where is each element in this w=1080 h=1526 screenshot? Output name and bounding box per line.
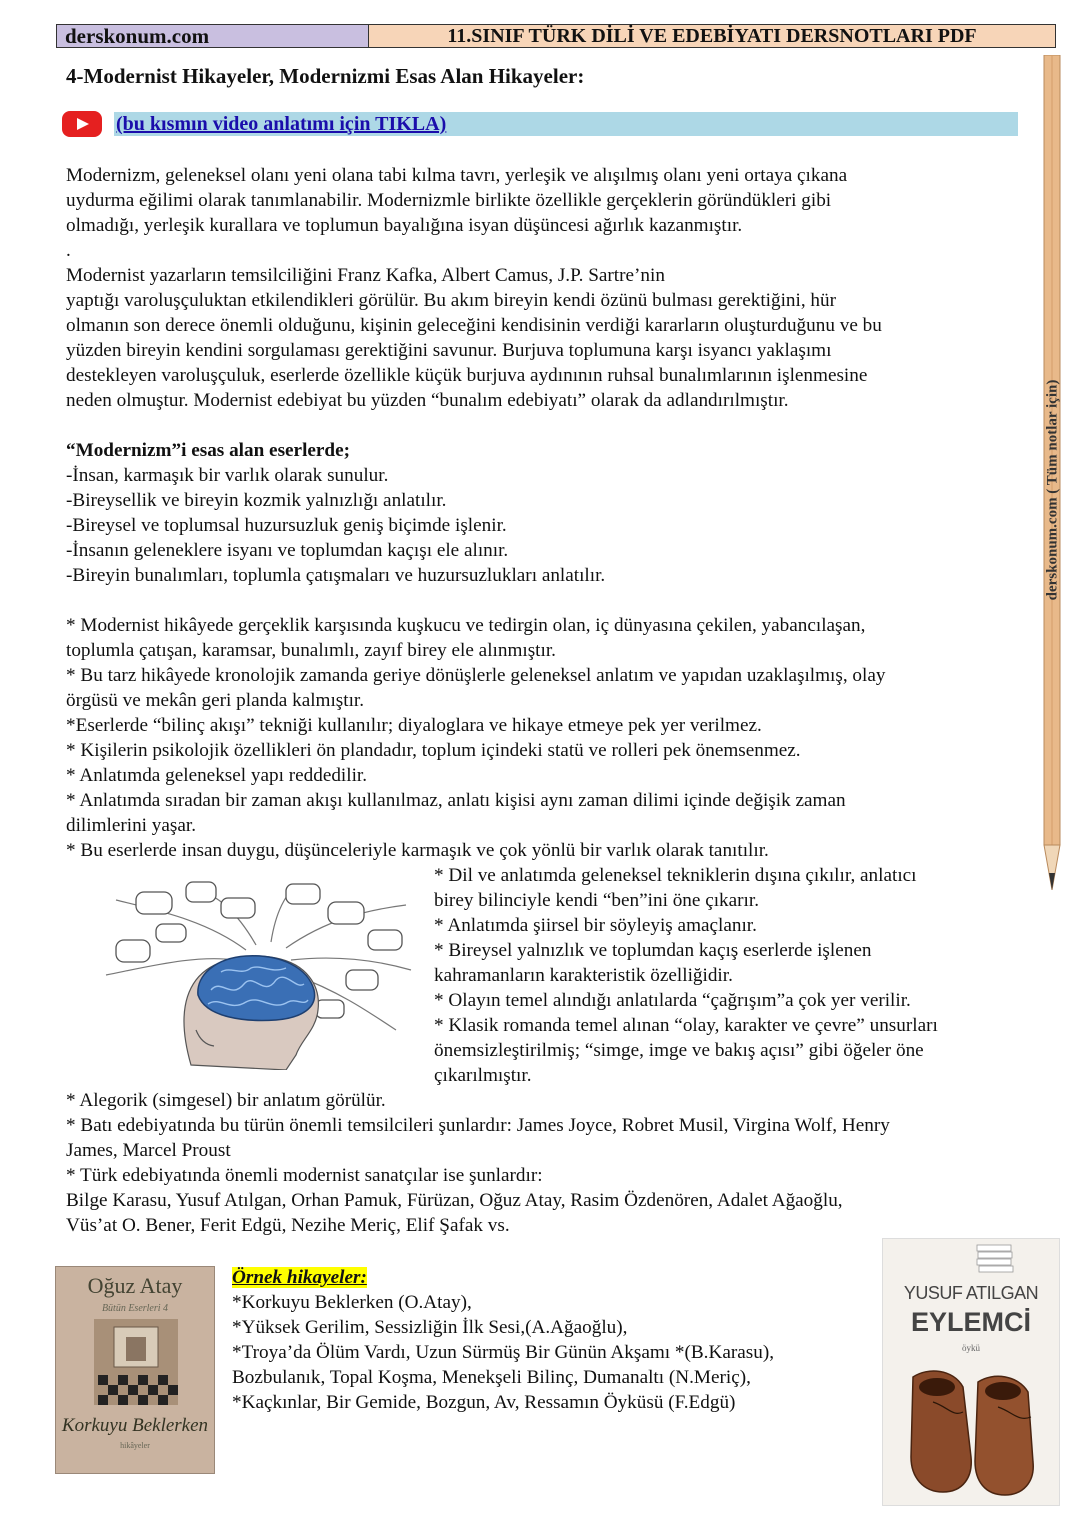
example-item: *Korkuyu Beklerken (O.Atay), — [232, 1292, 472, 1313]
example-item: *Kaçkınlar, Bir Gemide, Bozgun, Av, Ressamın Öyküsü (F.Edgü) — [232, 1392, 736, 1413]
list-item: örgüsü ve mekân geri planda kalmıştır. — [66, 690, 365, 711]
list-item: *Eserlerde “bilinç akışı” tekniği kullanılır; diyaloglara ve hikaye etmeye pek yer verilmez. — [66, 715, 762, 736]
list-item: * Bu tarz hikâyede kronolojik zamanda geriye dönüşlerle geleneksel anlatım ve yapıdan uzaklaşılmış, olay — [66, 665, 886, 686]
features-list — [66, 438, 986, 588]
site-name[interactable]: derskonum.com — [57, 25, 369, 47]
text-line: Modernizm, geleneksel olanı yeni olana tabi kılma tavrı, yerleşik ve alışılmış olanı yeni ortaya çıkana — [66, 165, 848, 186]
list-item: * Kişilerin psikolojik özellikleri ön plandadır, toplum içindeki statü ve rolleri pek önemsenmez. — [66, 740, 801, 761]
list-item: -İnsan, karmaşık bir varlık olarak sunulur. — [66, 465, 389, 486]
book-cover-eylemci — [882, 1238, 1060, 1506]
list-item: önemsizleştirilmiş; “simge, imge ve bakış açısı” gibi öğeler öne — [434, 1040, 924, 1061]
book-title: EYLEMCİ — [910, 1307, 1031, 1337]
list-item: * Türk edebiyatında önemli modernist sanatçılar ise şunlardır: — [66, 1165, 543, 1186]
list-item: -Bireysellik ve bireyin kozmik yalnızlığı anlatılır. — [66, 490, 447, 511]
text-line: Modernist yazarların temsilciliğini Franz Kafka, Albert Camus, J.P. Sartre’nin — [66, 265, 665, 286]
youtube-play-icon[interactable] — [62, 111, 102, 137]
book-stack-icon — [975, 1243, 1015, 1277]
list-item: * Anlatımda sıradan bir zaman akışı kullanılmaz, anlatı kişisi aynı zaman dilimi içinde değişik zaman — [66, 790, 846, 811]
list-item: -Bireysel ve toplumsal huzursuzluk geniş biçimde işlenir. — [66, 515, 507, 536]
book-cover-korkuyu-beklerken — [55, 1266, 215, 1474]
existentialism-paragraph — [66, 263, 1006, 413]
list-item: * Modernist hikâyede gerçeklik karşısında kuşkucu ve tedirgin olan, iç dünyasına çekilen, yabancılaşan, — [66, 615, 866, 636]
list-item: Bilge Karasu, Yusuf Atılgan, Orhan Pamuk, Fürüzan, Oğuz Atay, Rasim Özdenören, Adalet Ağaoğlu, — [66, 1190, 843, 1211]
text-line: olmadığı, yerleşik kurallara ve toplumun bayalığına isyan düşüncesi ağırlık kazanmıştır. — [66, 215, 743, 236]
list-item: -Bireyin bunalımları, toplumla çatışmaları ve huzursuzlukları anlatılır. — [66, 565, 606, 586]
examples-heading: Örnek hikayeler: — [232, 1267, 367, 1288]
text-line: olmanın son derece önemli olduğunu, kişinin geleceğini kendisinin verdiği kararların oluşturduğunu ve bu — [66, 315, 882, 336]
brain-illustration — [96, 880, 416, 1070]
list-item: * Batı edebiyatında bu türün önemli temsilcileri şunlardır: James Joyce, Robret Musil, Virgina Wolf, Henry — [66, 1115, 890, 1136]
list-item: -İnsanın geleneklere isyanı ve toplumdan kaçışı ele alınır. — [66, 540, 509, 561]
text-line: destekleyen varoluşçuluk, eserlerde özellikle küçük burjuva aydınının ruhsal bunalımlarının işlenmesine — [66, 365, 868, 386]
characteristics-list — [66, 613, 1016, 863]
book-series: Bütün Eserleri 4 — [101, 1303, 169, 1314]
representatives-list — [66, 1088, 1026, 1238]
side-watermark — [1040, 340, 1066, 640]
video-row — [58, 110, 1018, 138]
example-stories — [232, 1265, 872, 1415]
example-item: *Yüksek Gerilim, Sessizliğin İlk Sesi,(A.Ağaoğlu), — [232, 1317, 628, 1338]
section-title: 4-Modernist Hikayeler, Modernizmi Esas Alan Hikayeler: — [66, 64, 585, 88]
list-item: * Anlatımda geleneksel yapı reddedilir. — [66, 765, 368, 786]
intro-paragraph — [66, 163, 986, 263]
list-item: * Anlatımda şiirsel bir söyleyiş amaçlanır. — [434, 915, 757, 936]
list-item: toplumla çatışan, karamsar, bunalımlı, zayıf birey ele alınmıştır. — [66, 640, 556, 661]
list-item: * Klasik romanda temel alınan “olay, karakter ve çevre” unsurları — [434, 1015, 938, 1036]
side-label: derskonum.com ( Tüm notlar için) — [1044, 379, 1061, 601]
characteristics-list-continued — [434, 863, 1024, 1088]
book-genre: öykü — [962, 1343, 980, 1353]
list-item: * Dil ve anlatımda geleneksel tekniklerin dışına çıkılır, anlatıcı — [434, 865, 917, 886]
features-heading: “Modernizm”i esas alan eserlerde; — [66, 440, 351, 461]
shoes-illustration — [893, 1357, 1051, 1497]
text-line: yüzden bireyin kendini sorgulaması gerektiğini savunur. Burjuva toplumuna karşı isyancı yaklaşımı — [66, 340, 832, 361]
list-item: * Alegorik (simgesel) bir anlatım görülür. — [66, 1090, 386, 1111]
list-item: James, Marcel Proust — [66, 1140, 231, 1161]
list-item: kahramanların karakteristik özelliğidir. — [434, 965, 733, 986]
list-item: * Bu eserlerde insan duygu, düşünceleriyle karmaşık ve çok yönlü bir varlık olarak tanıtılır. — [66, 840, 769, 861]
book-title: Korkuyu Beklerken — [61, 1415, 209, 1436]
list-item: * Olayın temel alındığı anlatılarda “çağrışım”a çok yer verilir. — [434, 990, 911, 1011]
text-line: yaptığı varoluşçuluktan etkilendikleri görülür. Bu akım bireyin kendi özünü bulması gerektiğini, hür — [66, 290, 837, 311]
book-cover-art — [94, 1319, 178, 1405]
video-link[interactable]: (bu kısmın video anlatımı için TIKLA) — [116, 113, 447, 135]
list-item: Vüs’at O. Bener, Ferit Edgü, Nezihe Meriç, Elif Şafak vs. — [66, 1215, 510, 1236]
text-line: uydurma eğilimi olarak tanımlanabilir. Modernizmle birlikte özellikle gerçeklerin göründükleri gibi — [66, 190, 832, 211]
course-title: 11.SINIF TÜRK DİLİ VE EDEBİYATI DERSNOTLARI PDF — [369, 25, 1055, 47]
book-author: Oğuz Atay — [87, 1273, 183, 1298]
list-item: * Bireysel yalnızlık ve toplumdan kaçış eserlerde işlenen — [434, 940, 872, 961]
list-item: dilimlerini yaşar. — [66, 815, 197, 836]
example-item: *Troya’da Ölüm Vardı, Uzun Sürmüş Bir Günün Akşamı *(B.Karasu), — [232, 1342, 775, 1363]
example-item: Bozbulanık, Topal Koşma, Menekşeli Bilinç, Dumanaltı (N.Meriç), — [232, 1367, 751, 1388]
book-genre: hikâyeler — [120, 1441, 150, 1450]
list-item: çıkarılmıştır. — [434, 1065, 532, 1086]
list-item: birey bilinciyle kendi “ben”ini öne çıkarır. — [434, 890, 760, 911]
book-author: YUSUF ATILGAN — [903, 1283, 1039, 1303]
text-line: neden olmuştur. Modernist edebiyat bu yüzden “bunalım edebiyatı” olarak da adlandırılmıştır. — [66, 390, 789, 411]
page-header — [56, 24, 1056, 48]
text-line: . — [66, 240, 71, 261]
